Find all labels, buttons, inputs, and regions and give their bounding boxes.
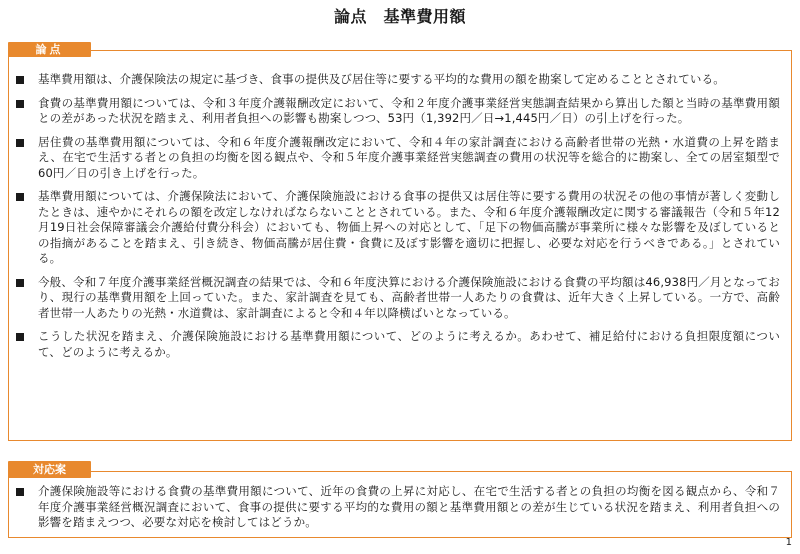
response-list [16, 484, 780, 539]
issue-item-3 [16, 135, 780, 182]
issue-item-1 [16, 72, 780, 88]
page-number: 1 [785, 537, 792, 548]
bullet-icon [16, 76, 24, 84]
bullet-icon [16, 100, 24, 108]
issue-item-6 [16, 329, 780, 360]
issues-label: 論点 [8, 42, 91, 57]
issue-item-5 [16, 275, 780, 322]
issue-text: こうした状況を踏まえ、介護保険施設における基準費用額について、どのように考えるか。あわせて、補足給付における負担限度額について、どのように考えるか。 [38, 329, 780, 359]
bullet-icon [16, 333, 24, 341]
response-label: 対応案 [8, 461, 91, 478]
bullet-icon [16, 279, 24, 287]
bullet-icon [16, 488, 24, 496]
issue-text: 基準費用額は、介護保険法の規定に基づき、食事の提供及び居住等に要する平均的な費用の額を勘案して定めることとされている。 [38, 72, 725, 86]
page-title: 論点 基準費用額 [333, 7, 466, 26]
response-item-1 [16, 484, 780, 531]
issue-item-4 [16, 189, 780, 267]
response-text: 介護保険施設等における食費の基準費用額について、近年の食費の上昇に対応し、在宅で生活する者との負担の均衡を図る観点から、令和７年度介護事業経営概況調査において、食事の提供に要する平均的な費用の額と基準費用額との差が生じている状況を踏まえ、利用者負担への影響を踏まえつつ、必要な対応を検討してはどうか。 [38, 484, 780, 529]
issues-list [16, 72, 780, 368]
issue-text: 食費の基準費用額については、令和３年度介護報酬改定において、令和２年度介護事業経営実態調査結果から算出した額と当時の基準費用額との差があった状況を踏まえ、利用者負担への影響も勘案しつつ、53円（1,392円／日→1,445円／日）の引上げを行った。 [38, 95, 780, 125]
bullet-icon [16, 193, 24, 201]
issue-item-2 [16, 96, 780, 127]
issue-text: 基準費用額については、介護保険法において、介護保険施設における食事の提供又は居住等に要する費用の状況その他の事情が著しく変動したときは、速やかにそれらの額を改定しなければならないこととされている。また、令和６年度介護報酬改定に関する審議報告（令和５年12月19日社会保障審議会介護給付費分科会）においても、物価上昇への対応として、「足下の物価高騰が事業所に様々な影響を及ぼしているとの指摘があることを踏まえ、引き続き、物価高騰が居住費・食費に及ぼす影響を適切に把握し、必要な対応を行うべきである。」とされている。 [38, 189, 780, 265]
issue-text: 今般、令和７年度介護事業経営概況調査の結果では、令和６年度決算における介護保険施設における食費の平均額は46,938円／月となっており、現行の基準費用額を上回っていた。また、家計調査を見ても、高齢者世帯一人あたりの食費は、近年大きく上昇している。一方で、高齢者世帯一人あたりの光熱・水道費は、家計調査によると令和４年以降横ばいとなっている。 [38, 274, 780, 320]
bullet-icon [16, 139, 24, 147]
issue-text: 居住費の基準費用額については、令和６年度介護報酬改定において、令和４年の家計調査における高齢者世帯の光熱・水道費の上昇を踏まえ、在宅で生活する者との負担の均衡を図る観点や、令和５年度介護事業経営実態調査の費用の状況等を総合的に勘案し、全ての居室類型で60円／日の引き上げを行った。 [38, 134, 780, 180]
